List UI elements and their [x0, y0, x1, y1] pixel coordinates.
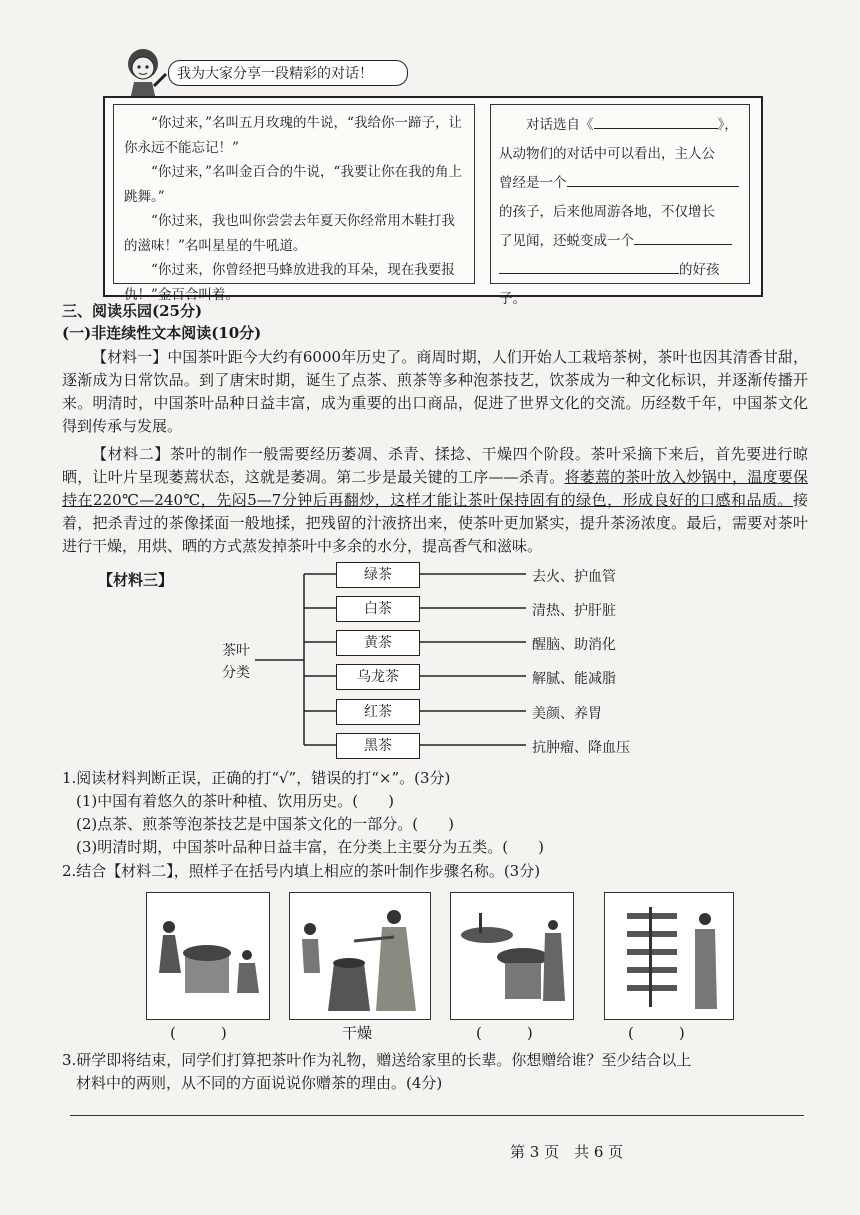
tea-effect: 抗肿瘤、降血压: [532, 740, 630, 756]
withering-illustration: [146, 892, 270, 1020]
question-1-stem: 1.阅读材料判断正误，正确的打“√”，错误的打“×”。(3分): [62, 769, 451, 787]
material-two: [62, 443, 808, 558]
dialog-line: “你过来，”名叫金百合的牛说，“我要让你在我的角上跳舞。”: [124, 164, 462, 205]
tea-effect: 醒脑、助消化: [532, 637, 616, 653]
tea-type-box: 黄茶: [336, 630, 420, 656]
material-two-text: 【材料二】茶叶的制作一般需要经历萎凋、杀青、揉捻、干燥四个阶段。茶叶采摘下来后，首先要进行晾晒，让叶片呈现萎蔫状态，这就是萎凋。第二步是最关键的工序——杀青。: [62, 445, 808, 486]
answer-paren[interactable]: ( ): [170, 1024, 227, 1042]
question-1-item: (1)中国有着悠久的茶叶种植、饮用历史。( ): [76, 792, 394, 810]
section-subtitle: (一)非连续性文本阅读(10分): [62, 324, 262, 342]
question-text: 了见闻，还蜕变成一个: [499, 233, 634, 249]
fixing-illustration: [450, 892, 574, 1020]
answer-paren[interactable]: ( ): [628, 1024, 685, 1042]
answer-blank[interactable]: [567, 170, 739, 187]
material-two-text: 接着，把杀青过的茶像揉面一般地揉，把残留的汁液挤出来，使茶叶更加紧实，提升茶汤浓度。最后，需要对茶叶进行干燥，用烘、晒的方式蒸发掉茶叶中多余的水分，提高香气和滋味。: [62, 491, 808, 555]
tea-type-box: 红茶: [336, 699, 420, 725]
dialog-line: “你过来，你曾经把马蜂放进我的耳朵，现在我要报仇！”金百合叫着。: [124, 262, 455, 303]
answer-line[interactable]: [70, 1115, 804, 1116]
tea-effect: 解腻、能减脂: [532, 671, 616, 687]
tea-type-box: 黑茶: [336, 733, 420, 759]
question-3-stem: 3.研学即将结束，同学们打算把茶叶作为礼物，赠送给家里的长辈。你想赠给谁？至少结合以上: [62, 1051, 692, 1069]
question-2-stem: 2.结合【材料二】，照样子在括号内填上相应的茶叶制作步骤名称。(3分): [62, 862, 541, 880]
tea-type-box: 乌龙茶: [336, 664, 420, 690]
section-title: 三、阅读乐园(25分): [62, 302, 203, 320]
material-three-label: 【材料三】: [98, 571, 174, 589]
dialog-question-box: [490, 104, 750, 307]
tree-connectors: [250, 560, 540, 760]
book-title-blank[interactable]: [594, 112, 718, 129]
answer-blank[interactable]: [634, 228, 732, 245]
tea-effect: 去火、护血管: [532, 569, 616, 585]
girl-cartoon-icon: [116, 44, 170, 100]
dialog-excerpt: [113, 104, 475, 303]
tea-effect: 美颜、养胃: [532, 706, 602, 722]
tea-effect: 清热、护肝脏: [532, 603, 616, 619]
question-text: 》，: [717, 117, 738, 133]
dialog-line: “你过来，我也叫你尝尝去年夏天你经常用木鞋打我的滋味！”名叫星星的牛吼道。: [124, 213, 455, 254]
question-text: 从动物们的对话中可以看出，主人公: [499, 146, 715, 162]
dialog-line: “你过来，”名叫五月玫瑰的牛说，“我给你一蹄子，让你永远不能忘记！”: [124, 115, 462, 156]
tea-type-box: 绿茶: [336, 562, 420, 588]
question-text: 的孩子，后来他周游各地，不仅增长: [499, 204, 715, 220]
answer-blank[interactable]: [499, 257, 679, 274]
material-one-text: 【材料一】中国茶叶距今大约有6000年历史了。商周时期，人们开始人工栽培茶树，茶叶也因其清香甘甜，逐渐成为日常饮品。到了唐宋时期，诞生了点茶、煎茶等多种泡茶技艺，饮茶成为一种文化标识，并逐渐传播开来。明清时，中国茶叶品种日益丰富，成为重要的出口商品，促进了世界文化的交流。历经数千年，中国茶文化得到传承与发展。: [62, 348, 808, 435]
question-1-item: (3)明清时期，中国茶叶品种日益丰富，在分类上主要分为五类。( ): [76, 838, 544, 856]
question-3-stem-continued: 材料中的两则，从不同的方面说说你赠茶的理由。(4分): [76, 1074, 443, 1092]
material-one: [62, 346, 808, 438]
question-text: 对话选自《: [526, 117, 594, 133]
tree-root: 茶叶分类: [222, 643, 250, 681]
material-two-underlined: 将萎蔫的茶叶放入炒锅中，温度要保持在220℃—240℃，先闷5—7分钟后再翻炒，这样才能让茶叶保持固有的绿色，形成良好的口感和品质。: [62, 468, 808, 509]
speech-bubble: 我为大家分享一段精彩的对话！: [168, 60, 408, 86]
example-answer: 干燥: [342, 1024, 373, 1042]
drying-illustration: [289, 892, 431, 1020]
page-number: 第 3 页 共 6 页: [510, 1143, 624, 1161]
question-text: 曾经是一个: [499, 175, 567, 191]
question-1-item: (2)点茶、煎茶等泡茶技艺是中国茶文化的一部分。( ): [76, 815, 454, 833]
tea-type-box: 白茶: [336, 596, 420, 622]
baking-illustration: [604, 892, 734, 1020]
answer-paren[interactable]: ( ): [476, 1024, 533, 1042]
question-text: 的好孩子。: [499, 262, 720, 307]
